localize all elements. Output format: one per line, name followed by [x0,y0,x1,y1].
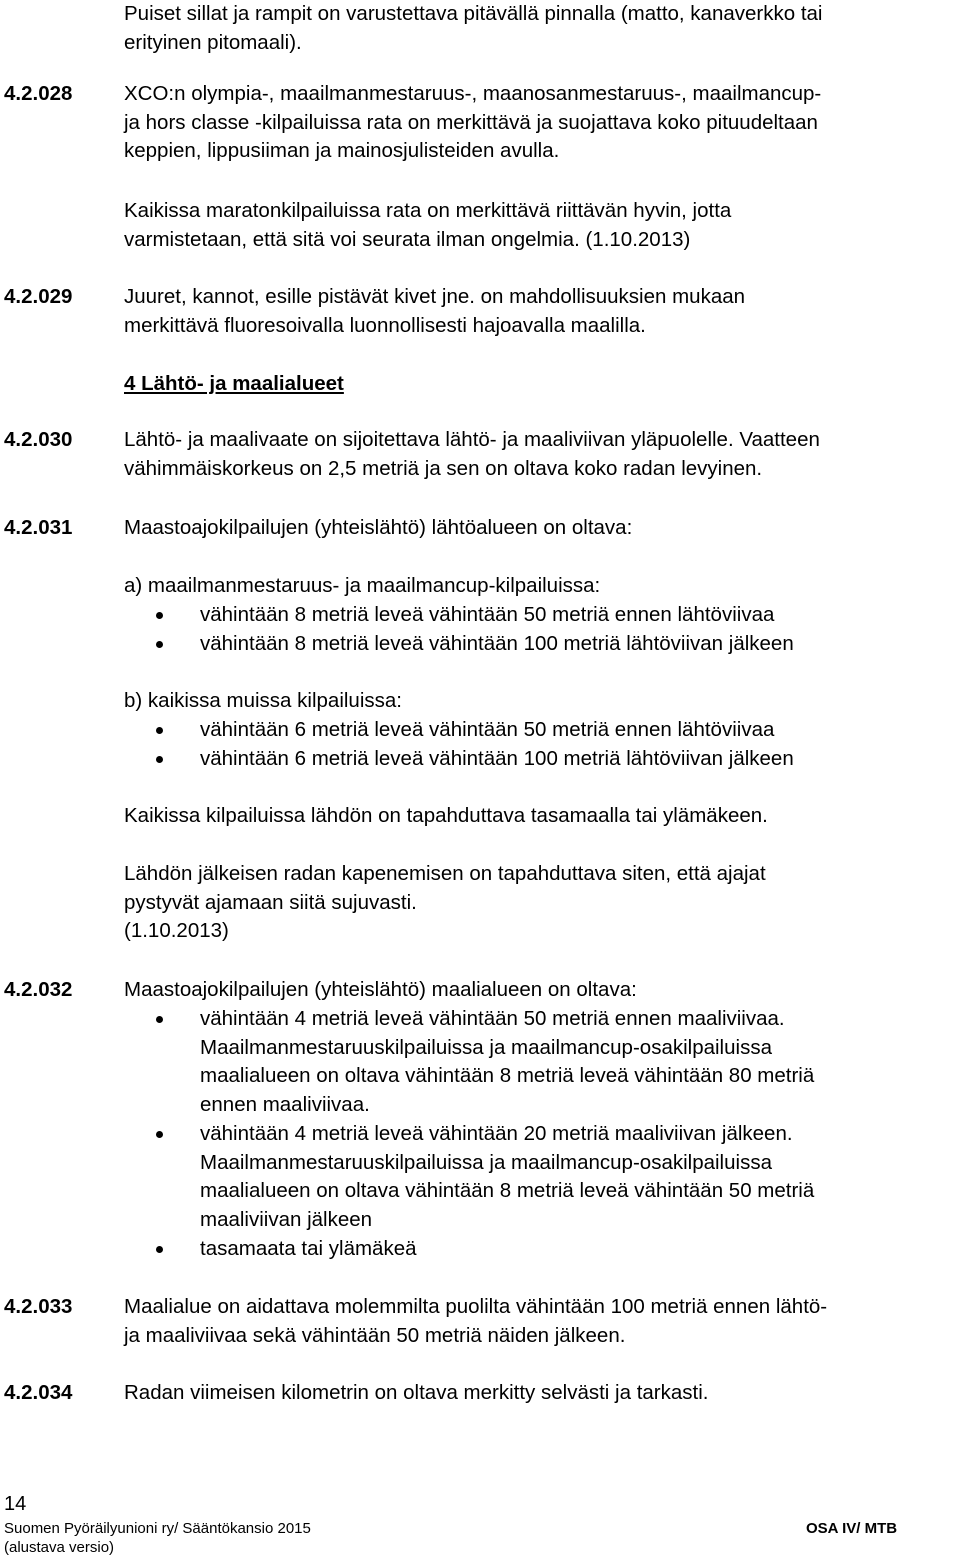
rule-number: 4.2.028 [4,82,73,105]
footer-version: (alustava versio) [4,1539,115,1556]
intro-line: erityinen pitomaali). [124,30,302,54]
rule-intro: Maastoajokilpailujen (yhteislähtö) lähtöalueen on oltava: [124,516,633,539]
list-item-text: vähintään 8 metriä leveä vähintään 50 metriä ennen lähtöviivaa [200,603,775,626]
list-item-text: tasamaata tai ylämäkeä [200,1237,417,1260]
list-item-line: maalialueen on oltava vähintään 8 metriä leveä vähintään 80 metriä [200,1064,815,1087]
rule-line: Kaikissa maratonkilpailuissa rata on merkittävä riittävän hyvin, jotta [124,199,732,222]
list-item-line: maaliviivan jälkeen [200,1207,373,1231]
list-item-text: vähintään 6 metriä leveä vähintään 100 metriä lähtöviivan jälkeen [200,747,794,770]
rule-line: ja hors classe -kilpailuissa rata on merkittävä ja suojattava koko pituudeltaan [124,110,818,134]
paragraph [124,860,766,946]
list-item-line: maalialueen on oltava vähintään 8 metriä leveä vähintään 50 metriä [200,1179,815,1202]
rule-intro: Maastoajokilpailujen (yhteislähtö) maalialueen on oltava: [124,978,637,1001]
list-item-line: vähintään 4 metriä leveä vähintään 50 metriä ennen maaliviivaa. [200,1007,785,1030]
list-item-text: vähintään 6 metriä leveä vähintään 50 metriä ennen lähtöviivaa [200,718,775,741]
rule-number: 4.2.031 [4,516,73,539]
list-item-text [200,1120,814,1234]
rule-number: 4.2.030 [4,428,73,451]
page-number: 14 [4,1493,27,1515]
group-title: a) maailmanmestaruus- ja maailmancup-kilpailuissa: [124,574,601,597]
list-item-line: Maailmanmestaruuskilpailuissa ja maailmancup-osakilpailuissa [200,1035,772,1059]
list-item-line: vähintään 4 metriä leveä vähintään 20 metriä maaliviivan jälkeen. [200,1122,793,1145]
bullet-icon [156,727,163,734]
rule-line: Juuret, kannot, esille pistävät kivet jne. on mahdollisuuksien mukaan [124,285,746,308]
paragraph: Kaikissa kilpailuissa lähdön on tapahduttava tasamaalla tai ylämäkeen. [124,804,768,827]
rule-number: 4.2.029 [4,285,73,308]
rule-text [124,80,821,166]
rule-line: Maalialue on aidattava molemmilta puolilta vähintään 100 metriä ennen lähtö- [124,1295,828,1318]
list-item-line: ennen maaliviivaa. [200,1092,370,1116]
rule-number: 4.2.032 [4,978,73,1001]
list-item-line: Maailmanmestaruuskilpailuissa ja maailmancup-osakilpailuissa [200,1150,772,1174]
rule-line: ja maaliviivaa sekä vähintään 50 metriä näiden jälkeen. [124,1323,626,1347]
footer-section: OSA IV/ MTB [806,1520,898,1537]
rule-text [124,1293,827,1350]
rule-text [124,283,745,340]
section-heading: 4 Lähtö- ja maalialueet [124,372,344,395]
rule-text: Radan viimeisen kilometrin on oltava merkitty selvästi ja tarkasti. [124,1381,709,1404]
rule-text [124,426,820,483]
rule-number: 4.2.033 [4,1295,73,1318]
rule-extra-text [124,197,731,254]
rule-line: varmistetaan, että sitä voi seurata ilman ongelmia. (1.10.2013) [124,227,691,251]
list-item-text: vähintään 8 metriä leveä vähintään 100 metriä lähtöviivan jälkeen [200,632,794,655]
bullet-icon [156,1131,163,1138]
paragraph-line: Lähdön jälkeisen radan kapenemisen on tapahduttava siten, että ajajat [124,862,766,885]
bullet-icon [156,612,163,619]
list-item-text [200,1005,814,1119]
rule-line: XCO:n olympia-, maailmanmestaruus-, maanosanmestaruus-, maailmancup- [124,82,822,105]
rule-line: Lähtö- ja maalivaate on sijoitettava lähtö- ja maaliviivan yläpuolelle. Vaatteen [124,428,820,451]
rule-line: merkittävä fluoresoivalla luonnollisesti hajoavalla maalilla. [124,313,646,337]
paragraph-line: pystyvät ajamaan siitä sujuvasti. [124,890,417,914]
bullet-icon [156,1016,163,1023]
rule-line: keppien, lippusiiman ja mainosjulisteiden avulla. [124,139,560,162]
bullet-icon [156,641,163,648]
intro-line: Puiset sillat ja rampit on varustettava pitävällä pinnalla (matto, kanaverkko tai [124,2,823,25]
intro-text [124,0,822,57]
footer-publisher: Suomen Pyöräilyunioni ry/ Sääntökansio 2015 [4,1520,311,1537]
paragraph-line: (1.10.2013) [124,919,229,942]
rule-number: 4.2.034 [4,1381,73,1404]
bullet-icon [156,1246,163,1253]
bullet-icon [156,756,163,763]
group-title: b) kaikissa muissa kilpailuissa: [124,689,402,712]
rule-line: vähimmäiskorkeus on 2,5 metriä ja sen on oltava koko radan levyinen. [124,456,763,480]
